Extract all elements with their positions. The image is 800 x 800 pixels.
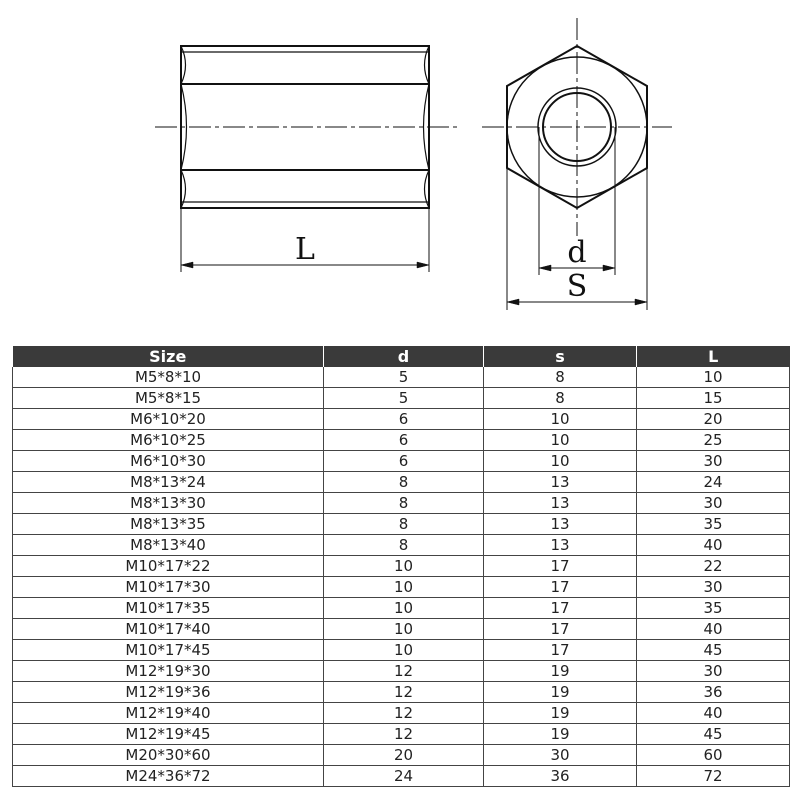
table-row — [13, 493, 790, 514]
cell-l: 30 — [637, 451, 790, 472]
cell-l: 35 — [637, 598, 790, 619]
cell-d: 12 — [324, 661, 484, 682]
table-row — [13, 661, 790, 682]
header-size: Size — [13, 346, 324, 367]
cell-l: 72 — [637, 766, 790, 787]
cell-d: 5 — [324, 388, 484, 409]
size-spec-table — [12, 346, 790, 787]
cell-s: 36 — [484, 766, 637, 787]
cell-s: 13 — [484, 535, 637, 556]
cell-l: 40 — [637, 619, 790, 640]
cell-size: M8*13*24 — [13, 472, 324, 493]
header-l: L — [637, 346, 790, 367]
cell-l: 60 — [637, 745, 790, 766]
cell-s: 19 — [484, 661, 637, 682]
length-label: L — [295, 232, 315, 267]
cell-l: 45 — [637, 640, 790, 661]
table-row — [13, 766, 790, 787]
cell-s: 8 — [484, 367, 637, 388]
cell-d: 12 — [324, 724, 484, 745]
cell-l: 25 — [637, 430, 790, 451]
cell-l: 30 — [637, 577, 790, 598]
cell-d: 6 — [324, 451, 484, 472]
table-row — [13, 514, 790, 535]
cell-size: M24*36*72 — [13, 766, 324, 787]
cell-l: 45 — [637, 724, 790, 745]
technical-drawing — [0, 0, 800, 330]
table-row — [13, 430, 790, 451]
cell-s: 10 — [484, 430, 637, 451]
cell-size: M6*10*30 — [13, 451, 324, 472]
table-row — [13, 535, 790, 556]
cell-d: 10 — [324, 598, 484, 619]
cell-size: M12*19*40 — [13, 703, 324, 724]
cell-s: 13 — [484, 472, 637, 493]
cell-size: M5*8*10 — [13, 367, 324, 388]
cell-size: M5*8*15 — [13, 388, 324, 409]
cell-s: 13 — [484, 493, 637, 514]
cell-size: M6*10*25 — [13, 430, 324, 451]
cell-size: M12*19*36 — [13, 682, 324, 703]
cell-s: 13 — [484, 514, 637, 535]
cell-size: M8*13*30 — [13, 493, 324, 514]
table-row — [13, 682, 790, 703]
cell-s: 17 — [484, 556, 637, 577]
cell-l: 20 — [637, 409, 790, 430]
cell-d: 6 — [324, 409, 484, 430]
cell-size: M8*13*35 — [13, 514, 324, 535]
cell-size: M10*17*40 — [13, 619, 324, 640]
cell-l: 36 — [637, 682, 790, 703]
cell-l: 24 — [637, 472, 790, 493]
cell-d: 12 — [324, 703, 484, 724]
cell-s: 17 — [484, 577, 637, 598]
thread-label: d — [567, 235, 587, 270]
table-row — [13, 409, 790, 430]
cell-size: M6*10*20 — [13, 409, 324, 430]
cell-d: 8 — [324, 472, 484, 493]
table-row — [13, 577, 790, 598]
cell-size: M20*30*60 — [13, 745, 324, 766]
cell-d: 12 — [324, 682, 484, 703]
cell-s: 17 — [484, 619, 637, 640]
cell-s: 30 — [484, 745, 637, 766]
header-s: s — [484, 346, 637, 367]
table-row — [13, 388, 790, 409]
table-row — [13, 367, 790, 388]
table-row — [13, 640, 790, 661]
table-row — [13, 451, 790, 472]
cell-s: 19 — [484, 682, 637, 703]
cell-d: 5 — [324, 367, 484, 388]
table-row — [13, 598, 790, 619]
cell-s: 10 — [484, 451, 637, 472]
table-row — [13, 619, 790, 640]
cell-l: 30 — [637, 661, 790, 682]
cell-size: M10*17*30 — [13, 577, 324, 598]
cell-d: 8 — [324, 493, 484, 514]
cell-d: 8 — [324, 514, 484, 535]
table-header-row — [13, 346, 790, 367]
cell-l: 40 — [637, 703, 790, 724]
table-row — [13, 724, 790, 745]
cell-l: 15 — [637, 388, 790, 409]
cell-d: 20 — [324, 745, 484, 766]
table-row — [13, 703, 790, 724]
cell-s: 8 — [484, 388, 637, 409]
cell-d: 10 — [324, 556, 484, 577]
cell-d: 8 — [324, 535, 484, 556]
cell-l: 35 — [637, 514, 790, 535]
cell-d: 10 — [324, 640, 484, 661]
cell-size: M10*17*22 — [13, 556, 324, 577]
flats-label: S — [566, 269, 588, 304]
cell-size: M10*17*45 — [13, 640, 324, 661]
cell-size: M10*17*35 — [13, 598, 324, 619]
cell-l: 22 — [637, 556, 790, 577]
table-row — [13, 745, 790, 766]
cell-l: 40 — [637, 535, 790, 556]
cell-s: 17 — [484, 598, 637, 619]
cell-l: 30 — [637, 493, 790, 514]
cell-d: 6 — [324, 430, 484, 451]
cell-d: 10 — [324, 619, 484, 640]
table-row — [13, 556, 790, 577]
cell-size: M8*13*40 — [13, 535, 324, 556]
cell-s: 19 — [484, 724, 637, 745]
cell-size: M12*19*30 — [13, 661, 324, 682]
cell-l: 10 — [637, 367, 790, 388]
cell-s: 19 — [484, 703, 637, 724]
table-row — [13, 472, 790, 493]
cell-d: 24 — [324, 766, 484, 787]
cell-s: 17 — [484, 640, 637, 661]
header-d: d — [324, 346, 484, 367]
cell-s: 10 — [484, 409, 637, 430]
cell-size: M12*19*45 — [13, 724, 324, 745]
cell-d: 10 — [324, 577, 484, 598]
